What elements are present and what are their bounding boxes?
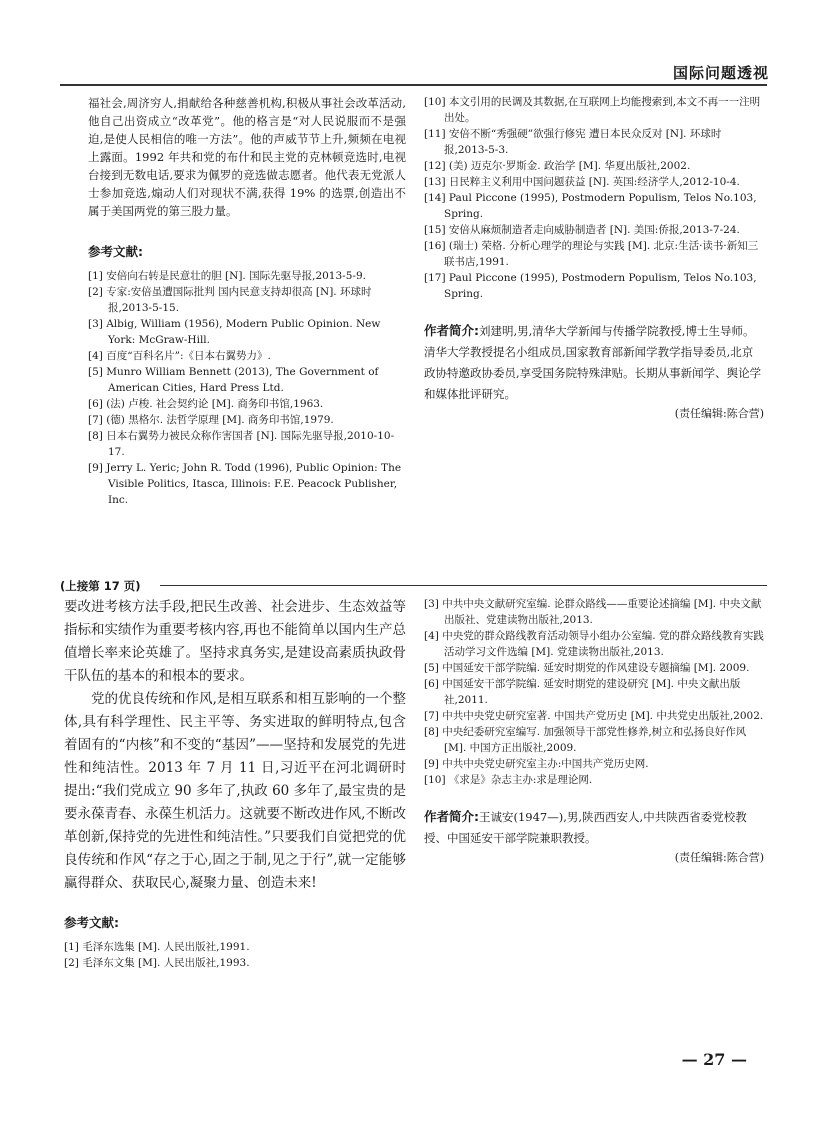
reference-item: [9] 中共中央党史研究室主办:中国共产党历史网. (424, 758, 649, 770)
reference-item: [5] Munro William Bennett (2013), The Government of American Cities, Hard Press Ltd. (88, 366, 379, 394)
divider-rule (160, 585, 767, 586)
page-number: — 27 — (681, 1050, 747, 1069)
reference-item: [3] 中共中央文献研究室编. 论群众路线——重要论述摘编 [M]. 中央文献出版社、党建读物出版社,2013. (424, 598, 762, 626)
reference-item: [13] 日民粹主义利用中国问题获益 [N]. 英国:经济学人,2012-10-4. (424, 176, 740, 188)
reference-item: [10] 《求是》杂志主办:求是理论网. (424, 774, 593, 786)
reference-item: [6] (法) 卢梭. 社会契约论 [M]. 商务印书馆,1963. (88, 398, 324, 410)
reference-item: [7] 中共中央党史研究室著. 中国共产党历史 [M]. 中共党史出版社,2002. (424, 710, 764, 722)
lower-right-column (424, 596, 764, 867)
article-paragraph: 福社会,周济穷人,捐献给各种慈善机构,积极从事社会改革活动,他自己出资成立“改革党”。他的格言是“对人民说服而不是强迫,是使人民相信的唯一方法”。他的声威节节上升,频频在电视上露面。1992 年共和党的布什和民主党的克林顿竞选时,电视台接到无数电话,要求为佩罗的竞选做志愿者。他代表无党派人士参加竞选,煽动人们对现状不满,获得 19% 的选票,创造出不属于美国两党的第三股力量。 (88, 96, 406, 218)
upper-right-column (424, 94, 764, 423)
author-bio-text: 刘建明,男,清华大学新闻与传播学院教授,博士生导师。清华大学教授提名小组成员,国家教育部新闻学教学指导委员,北京政协特邀政协委员,享受国务院特殊津贴。长期从事新闻学、舆论学和媒体批评研究。 (424, 324, 762, 401)
reference-item: [6] 中国延安干部学院编. 延安时期党的建设研究 [M]. 中央文献出版社,2011. (424, 678, 741, 706)
reference-item: [1] 毛泽东选集 [M]. 人民出版社,1991. (64, 941, 250, 953)
header-rule (60, 84, 767, 86)
continuation-label: (上接第 17 页) (60, 578, 145, 594)
journal-section-title: 国际问题透视 (672, 64, 769, 82)
author-bio (424, 320, 764, 405)
reference-item: [2] 毛泽东文集 [M]. 人民出版社,1993. (64, 957, 250, 969)
responsible-editor: (责任编辑:陈合营) (674, 851, 764, 864)
reference-item: [9] Jerry L. Yeric; John R. Todd (1996), Public Opinion: The Visible Politics, Itasca, Illinois: F.E. Peacock Publisher, Inc. (88, 462, 402, 506)
reference-item: [17] Paul Piccone (1995), Postmodern Populism, Telos No.103, Spring. (424, 272, 757, 300)
upper-left-column (88, 94, 406, 508)
author-bio-label: 作者简介: (424, 323, 479, 338)
author-bio-label: 作者简介: (424, 809, 479, 824)
reference-item: [15] 安倍从麻烦制造者走向威胁制造者 [N]. 美国:侨报,2013-7-24. (424, 224, 740, 236)
author-bio (424, 806, 764, 849)
responsible-editor: (责任编辑:陈合营) (674, 407, 764, 420)
reference-item: [4] 百度“百科名片”:《日本右翼势力》. (88, 350, 271, 362)
reference-item: [11] 安倍不断“秀强硬”欲强行修宪 遭日本民众反对 [N]. 环球时报,2013-5-3. (424, 128, 722, 156)
reference-item: [8] 日本右翼势力被民众称作害国者 [N]. 国际先驱导报,2010-10-17. (88, 430, 395, 458)
reference-item: [12] (美) 迈克尔·罗斯金. 政治学 [M]. 华夏出版社,2002. (424, 160, 691, 172)
reference-item: [2] 专家:安倍虽遭国际批判 国内民意支持却很高 [N]. 环球时报,2013-5-15. (88, 286, 372, 314)
reference-item: [7] (德) 黑格尔. 法哲学原理 [M]. 商务印书馆,1979. (88, 414, 334, 426)
author-bio-text: 王诚安(1947—),男,陕西西安人,中共陕西省委党校教授、中国延安干部学院兼职教授。 (424, 810, 747, 845)
continuation-divider (60, 578, 767, 592)
reference-item: [4] 中央党的群众路线教育活动领导小组办公室编. 党的群众路线教育实践活动学习文件选编 [M]. 党建读物出版社,2013. (424, 630, 764, 658)
reference-item: [10] 本文引用的民调及其数据,在互联网上均能搜索到,本文不再一一注明出处。 (424, 96, 761, 124)
references-heading: 参考文献: (88, 244, 143, 259)
reference-item: [16] (瑞士) 荣格. 分析心理学的理论与实践 [M]. 北京:生活·读书·新知三联书店,1991. (424, 240, 759, 268)
references-heading: 参考文献: (64, 915, 119, 930)
reference-item: [3] Albig, William (1956), Modern Public Opinion. New York: McGraw-Hill. (88, 318, 381, 346)
reference-item: [5] 中国延安干部学院编. 延安时期党的作风建设专题摘编 [M]. 2009. (424, 662, 750, 674)
reference-item: [14] Paul Piccone (1995), Postmodern Populism, Telos No.103, Spring. (424, 192, 757, 220)
reference-list (64, 939, 406, 971)
article-paragraph: 要改进考核方法手段,把民生改善、社会进步、生态效益等指标和实绩作为重要考核内容,再也不能简单以国内生产总值增长率来论英雄了。坚持求真务实,是建设高素质执政骨干队伍的基本的和根本的要求。 (64, 599, 406, 684)
lower-left-column (64, 596, 406, 971)
reference-list (424, 596, 764, 788)
reference-list (88, 268, 406, 508)
article-paragraph: 党的优良传统和作风,是相互联系和相互影响的一个整体,具有科学理性、民主平等、务实进取的鲜明特点,包含着固有的“内核”和不变的“基因”——坚持和发展党的先进性和纯洁性。2013 年 7 月 11 日,习近平在河北调研时提出:“我们党成立 90 多年了,执政 60 多年了,最宝贵的是要永葆青春、永葆生机活力。这就要不断改进作风,不断改革创新,保持党的先进性和纯洁性。”只要我们自觉把党的优良传统和作风“存之于心,固之于制,见之于行”,就一定能够赢得群众、获取民心,凝聚力量、创造未来! (64, 691, 406, 891)
reference-item: [8] 中央纪委研究室编写. 加强领导干部党性修养,树立和弘扬良好作风 [M]. 中国方正出版社,2009. (424, 726, 747, 754)
reference-item: [1] 安倍向右转是民意壮的胆 [N]. 国际先驱导报,2013-5-9. (88, 270, 366, 282)
reference-list (424, 94, 764, 302)
